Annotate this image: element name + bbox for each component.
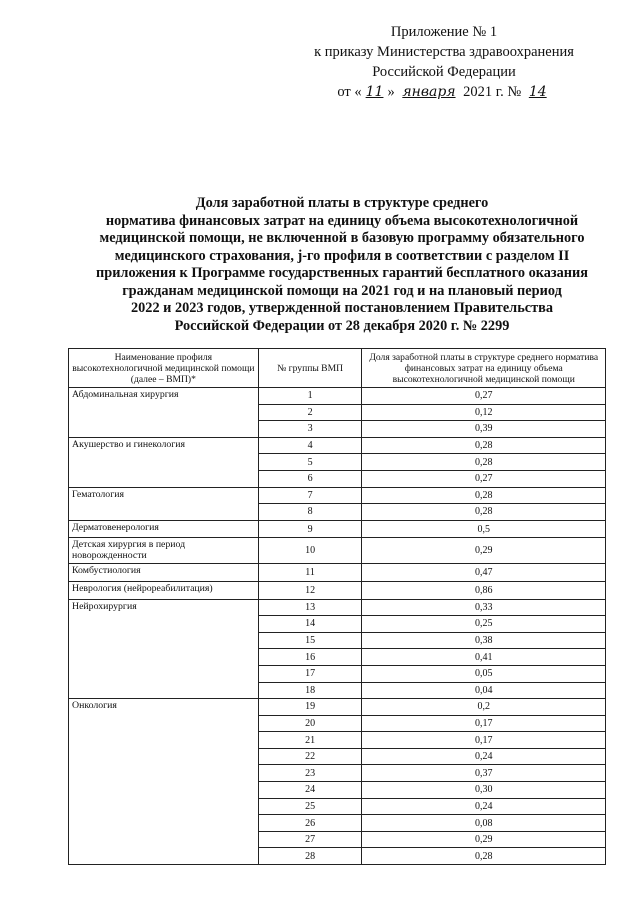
handwritten-number: 14	[528, 84, 547, 100]
handwritten-day: 11	[365, 84, 384, 100]
salary-share-cell: 0,08	[362, 815, 606, 832]
profile-name-cell: Абдоминальная хирургия	[69, 388, 259, 438]
group-number-cell: 12	[258, 581, 362, 599]
salary-share-cell: 0,28	[362, 504, 606, 521]
table-row	[69, 388, 606, 405]
table-header-row	[69, 349, 606, 388]
document-title: Доля заработной платы в структуре среднего норматива финансовых затрат на единицу объема высокотехнологичной медицинской помощи, не включенной в базовую программу обязательного медицинского страхования, j-го профиля в соответствии с разделом II приложения к Программе государственных гарантий бесплатного оказания гражданам медицинской помощи на 2021 год и на плановый период 2022 и 2023 годов, утвержденной постановлением Правительства Российской Федерации от 28 декабря 2020 г. № 2299	[96, 195, 588, 334]
profile-name-cell: Нейрохирургия	[69, 599, 259, 699]
group-number-cell: 14	[258, 616, 362, 633]
table-row	[69, 487, 606, 504]
salary-share-cell: 0,17	[362, 715, 606, 732]
salary-share-cell: 0,05	[362, 665, 606, 682]
profile-name-cell: Гематология	[69, 487, 259, 520]
federation-line: Российской Федерации	[372, 64, 516, 80]
group-number-cell: 23	[258, 765, 362, 782]
table-row	[69, 564, 606, 582]
profile-name-cell: Детская хирургия в период новорожденности	[69, 538, 259, 564]
salary-share-cell: 0,30	[362, 782, 606, 799]
table-row	[69, 437, 606, 454]
salary-share-cell: 0,28	[362, 454, 606, 471]
salary-share-cell: 0,12	[362, 404, 606, 421]
appendix-block	[294, 22, 594, 102]
profile-name-cell: Онкология	[69, 699, 259, 865]
group-number-cell: 26	[258, 815, 362, 832]
group-number-cell: 22	[258, 748, 362, 765]
salary-share-cell: 0,86	[362, 581, 606, 599]
group-number-cell: 6	[258, 470, 362, 487]
salary-share-cell: 0,47	[362, 564, 606, 582]
group-number-cell: 9	[258, 520, 362, 538]
handwritten-month: января	[402, 84, 456, 100]
group-number-cell: 20	[258, 715, 362, 732]
group-number-cell: 3	[258, 421, 362, 438]
salary-share-cell: 0,17	[362, 732, 606, 749]
appendix-number: Приложение № 1	[390, 24, 498, 40]
salary-share-cell: 0,04	[362, 682, 606, 699]
group-number-cell: 1	[258, 388, 362, 405]
salary-share-cell: 0,28	[362, 487, 606, 504]
profile-name-cell: Дерматовенерология	[69, 520, 259, 538]
group-number-cell: 17	[258, 665, 362, 682]
salary-share-cell: 0,27	[362, 470, 606, 487]
salary-share-cell: 0,27	[362, 388, 606, 405]
salary-share-cell: 0,5	[362, 520, 606, 538]
salary-share-cell: 0,24	[362, 798, 606, 815]
group-number-cell: 18	[258, 682, 362, 699]
salary-share-cell: 0,28	[362, 437, 606, 454]
group-number-cell: 21	[258, 732, 362, 749]
profile-name-cell: Комбустиология	[69, 564, 259, 582]
group-number-cell: 28	[258, 848, 362, 865]
profile-name-cell: Акушерство и гинекология	[69, 437, 259, 487]
salary-share-cell: 0,25	[362, 616, 606, 633]
salary-share-cell: 0,29	[362, 831, 606, 848]
table-row	[69, 699, 606, 716]
group-number-cell: 15	[258, 632, 362, 649]
group-number-cell: 25	[258, 798, 362, 815]
salary-share-cell: 0,33	[362, 599, 606, 616]
group-number-cell: 8	[258, 504, 362, 521]
group-number-cell: 4	[258, 437, 362, 454]
group-number-cell: 2	[258, 404, 362, 421]
table-row	[69, 520, 606, 538]
table-row	[69, 599, 606, 616]
order-reference: к приказу Министерства здравоохранения	[314, 44, 574, 60]
salary-share-cell: 0,24	[362, 748, 606, 765]
table-row	[69, 538, 606, 564]
salary-share-cell: 0,28	[362, 848, 606, 865]
profile-name-cell: Неврология (нейрореабилитация)	[69, 581, 259, 599]
header-group-number: № группы ВМП	[258, 349, 362, 388]
group-number-cell: 5	[258, 454, 362, 471]
group-number-cell: 7	[258, 487, 362, 504]
salary-share-cell: 0,41	[362, 649, 606, 666]
salary-share-cell: 0,37	[362, 765, 606, 782]
group-number-cell: 24	[258, 782, 362, 799]
group-number-cell: 11	[258, 564, 362, 582]
vmp-salary-share-table	[68, 348, 606, 865]
header-salary-share: Доля заработной платы в структуре среднего норматива финансовых затрат на единицу объема высокотехнологичной медицинской помощи	[362, 349, 606, 388]
salary-share-cell: 0,29	[362, 538, 606, 564]
group-number-cell: 16	[258, 649, 362, 666]
group-number-cell: 27	[258, 831, 362, 848]
table-row	[69, 581, 606, 599]
group-number-cell: 19	[258, 699, 362, 716]
salary-share-cell: 0,2	[362, 699, 606, 716]
header-profile: Наименование профиля высокотехнологичной медицинской помощи (далее – ВМП)*	[69, 349, 259, 388]
salary-share-cell: 0,39	[362, 421, 606, 438]
group-number-cell: 13	[258, 599, 362, 616]
table-body	[69, 388, 606, 865]
group-number-cell: 10	[258, 538, 362, 564]
salary-share-cell: 0,38	[362, 632, 606, 649]
order-date-line: от « 11 » января 2021 г. № 14	[294, 82, 594, 102]
